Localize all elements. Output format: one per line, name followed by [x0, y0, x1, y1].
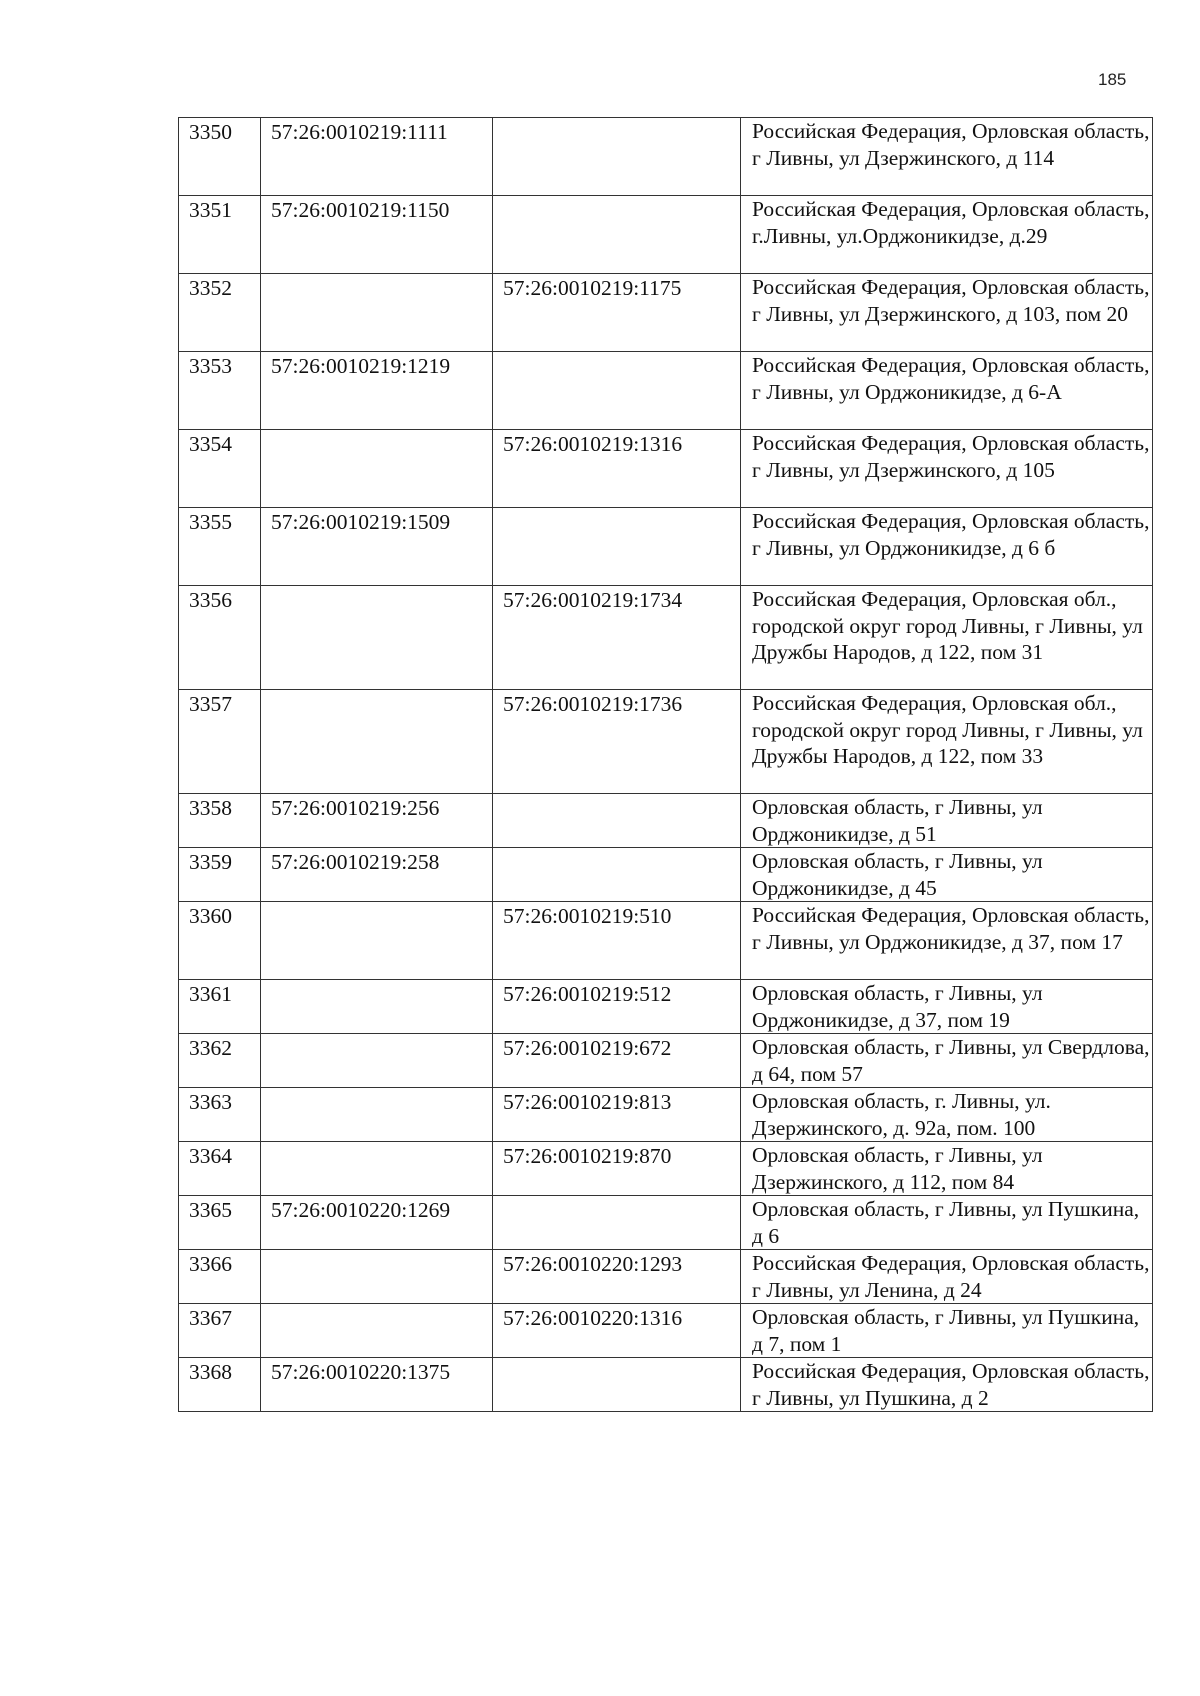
table-row [179, 508, 1153, 586]
table-row [179, 196, 1153, 274]
address-cell: Орловская область, г Ливны, ул Орджоникидзе, д 37, пом 19 [741, 980, 1153, 1034]
row-number-cell: 3359 [179, 848, 261, 902]
cadastral-number-premises-cell: 57:26:0010219:510 [493, 902, 741, 980]
table-row [179, 1250, 1153, 1304]
cadastral-number-land-cell: 57:26:0010219:1219 [261, 352, 493, 430]
cadastral-number-premises-cell [493, 848, 741, 902]
row-number-cell: 3350 [179, 118, 261, 196]
cadastral-number-land-cell [261, 690, 493, 794]
table-row [179, 1358, 1153, 1412]
address-cell: Орловская область, г Ливны, ул Орджоникидзе, д 51 [741, 794, 1153, 848]
cadastral-number-premises-cell [493, 508, 741, 586]
row-number-cell: 3357 [179, 690, 261, 794]
table-row [179, 1088, 1153, 1142]
row-number-cell: 3361 [179, 980, 261, 1034]
address-cell: Российская Федерация, Орловская область, г Ливны, ул Дзержинского, д 103, пом 20 [741, 274, 1153, 352]
cadastral-number-premises-cell: 57:26:0010219:1734 [493, 586, 741, 690]
cadastral-number-premises-cell [493, 118, 741, 196]
address-cell: Орловская область, г Ливны, ул Пушкина, д 6 [741, 1196, 1153, 1250]
address-cell: Орловская область, г Ливны, ул Орджоникидзе, д 45 [741, 848, 1153, 902]
row-number-cell: 3368 [179, 1358, 261, 1412]
cadastral-number-land-cell [261, 586, 493, 690]
cadastral-number-land-cell [261, 1088, 493, 1142]
table-row [179, 794, 1153, 848]
row-number-cell: 3353 [179, 352, 261, 430]
cadastral-number-land-cell [261, 430, 493, 508]
table-row [179, 848, 1153, 902]
row-number-cell: 3363 [179, 1088, 261, 1142]
row-number-cell: 3356 [179, 586, 261, 690]
table-row [179, 1142, 1153, 1196]
cadastral-number-premises-cell: 57:26:0010219:870 [493, 1142, 741, 1196]
address-cell: Орловская область, г Ливны, ул Дзержинского, д 112, пом 84 [741, 1142, 1153, 1196]
row-number-cell: 3362 [179, 1034, 261, 1088]
row-number-cell: 3364 [179, 1142, 261, 1196]
table-row [179, 430, 1153, 508]
cadastral-number-premises-cell: 57:26:0010219:1736 [493, 690, 741, 794]
row-number-cell: 3366 [179, 1250, 261, 1304]
address-cell: Орловская область, г Ливны, ул Пушкина, д 7, пом 1 [741, 1304, 1153, 1358]
cadastral-number-premises-cell [493, 794, 741, 848]
cadastral-number-premises-cell [493, 352, 741, 430]
table-row [179, 902, 1153, 980]
cadastral-number-premises-cell: 57:26:0010220:1316 [493, 1304, 741, 1358]
cadastral-number-premises-cell: 57:26:0010219:512 [493, 980, 741, 1034]
address-cell: Орловская область, г. Ливны, ул. Дзержинского, д. 92а, пом. 100 [741, 1088, 1153, 1142]
row-number-cell: 3352 [179, 274, 261, 352]
address-cell: Российская Федерация, Орловская область, г Ливны, ул Орджоникидзе, д 6-А [741, 352, 1153, 430]
address-cell: Российская Федерация, Орловская область, г Ливны, ул Дзержинского, д 105 [741, 430, 1153, 508]
cadastral-number-premises-cell: 57:26:0010220:1293 [493, 1250, 741, 1304]
cadastral-number-premises-cell [493, 1196, 741, 1250]
cadastral-number-land-cell: 57:26:0010219:1111 [261, 118, 493, 196]
cadastral-number-land-cell [261, 274, 493, 352]
address-cell: Российская Федерация, Орловская область, г Ливны, ул Дзержинского, д 114 [741, 118, 1153, 196]
table-row [179, 118, 1153, 196]
cadastral-number-premises-cell: 57:26:0010219:1316 [493, 430, 741, 508]
register-table [178, 117, 1153, 1412]
row-number-cell: 3355 [179, 508, 261, 586]
address-cell: Российская Федерация, Орловская обл., городской округ город Ливны, г Ливны, ул Дружбы Народов, д 122, пом 33 [741, 690, 1153, 794]
cadastral-number-land-cell: 57:26:0010219:258 [261, 848, 493, 902]
register-body [179, 118, 1153, 1412]
cadastral-number-land-cell [261, 902, 493, 980]
cadastral-number-land-cell: 57:26:0010219:1509 [261, 508, 493, 586]
address-cell: Российская Федерация, Орловская область, г Ливны, ул Орджоникидзе, д 37, пом 17 [741, 902, 1153, 980]
cadastral-number-land-cell: 57:26:0010220:1269 [261, 1196, 493, 1250]
address-cell: Российская Федерация, Орловская область, г Ливны, ул Орджоникидзе, д 6 б [741, 508, 1153, 586]
address-cell: Российская Федерация, Орловская область, г.Ливны, ул.Орджоникидзе, д.29 [741, 196, 1153, 274]
row-number-cell: 3367 [179, 1304, 261, 1358]
page-number: 185 [1098, 70, 1127, 89]
row-number-cell: 3351 [179, 196, 261, 274]
table-row [179, 980, 1153, 1034]
address-cell: Российская Федерация, Орловская область, г Ливны, ул Пушкина, д 2 [741, 1358, 1153, 1412]
cadastral-number-land-cell [261, 1034, 493, 1088]
cadastral-number-land-cell [261, 1304, 493, 1358]
cadastral-number-land-cell [261, 1250, 493, 1304]
address-cell: Российская Федерация, Орловская обл., городской округ город Ливны, г Ливны, ул Дружбы Народов, д 122, пом 31 [741, 586, 1153, 690]
cadastral-number-premises-cell: 57:26:0010219:672 [493, 1034, 741, 1088]
cadastral-number-land-cell: 57:26:0010219:1150 [261, 196, 493, 274]
table-row [179, 1196, 1153, 1250]
cadastral-number-land-cell: 57:26:0010220:1375 [261, 1358, 493, 1412]
table-row [179, 690, 1153, 794]
row-number-cell: 3365 [179, 1196, 261, 1250]
cadastral-number-land-cell [261, 1142, 493, 1196]
table-row [179, 586, 1153, 690]
table-row [179, 1034, 1153, 1088]
table-row [179, 274, 1153, 352]
row-number-cell: 3354 [179, 430, 261, 508]
cadastral-number-premises-cell [493, 196, 741, 274]
row-number-cell: 3360 [179, 902, 261, 980]
cadastral-number-land-cell: 57:26:0010219:256 [261, 794, 493, 848]
cadastral-number-premises-cell: 57:26:0010219:813 [493, 1088, 741, 1142]
table-row [179, 352, 1153, 430]
cadastral-number-land-cell [261, 980, 493, 1034]
address-cell: Орловская область, г Ливны, ул Свердлова, д 64, пом 57 [741, 1034, 1153, 1088]
table-row [179, 1304, 1153, 1358]
cadastral-number-premises-cell: 57:26:0010219:1175 [493, 274, 741, 352]
row-number-cell: 3358 [179, 794, 261, 848]
address-cell: Российская Федерация, Орловская область, г Ливны, ул Ленина, д 24 [741, 1250, 1153, 1304]
cadastral-number-premises-cell [493, 1358, 741, 1412]
